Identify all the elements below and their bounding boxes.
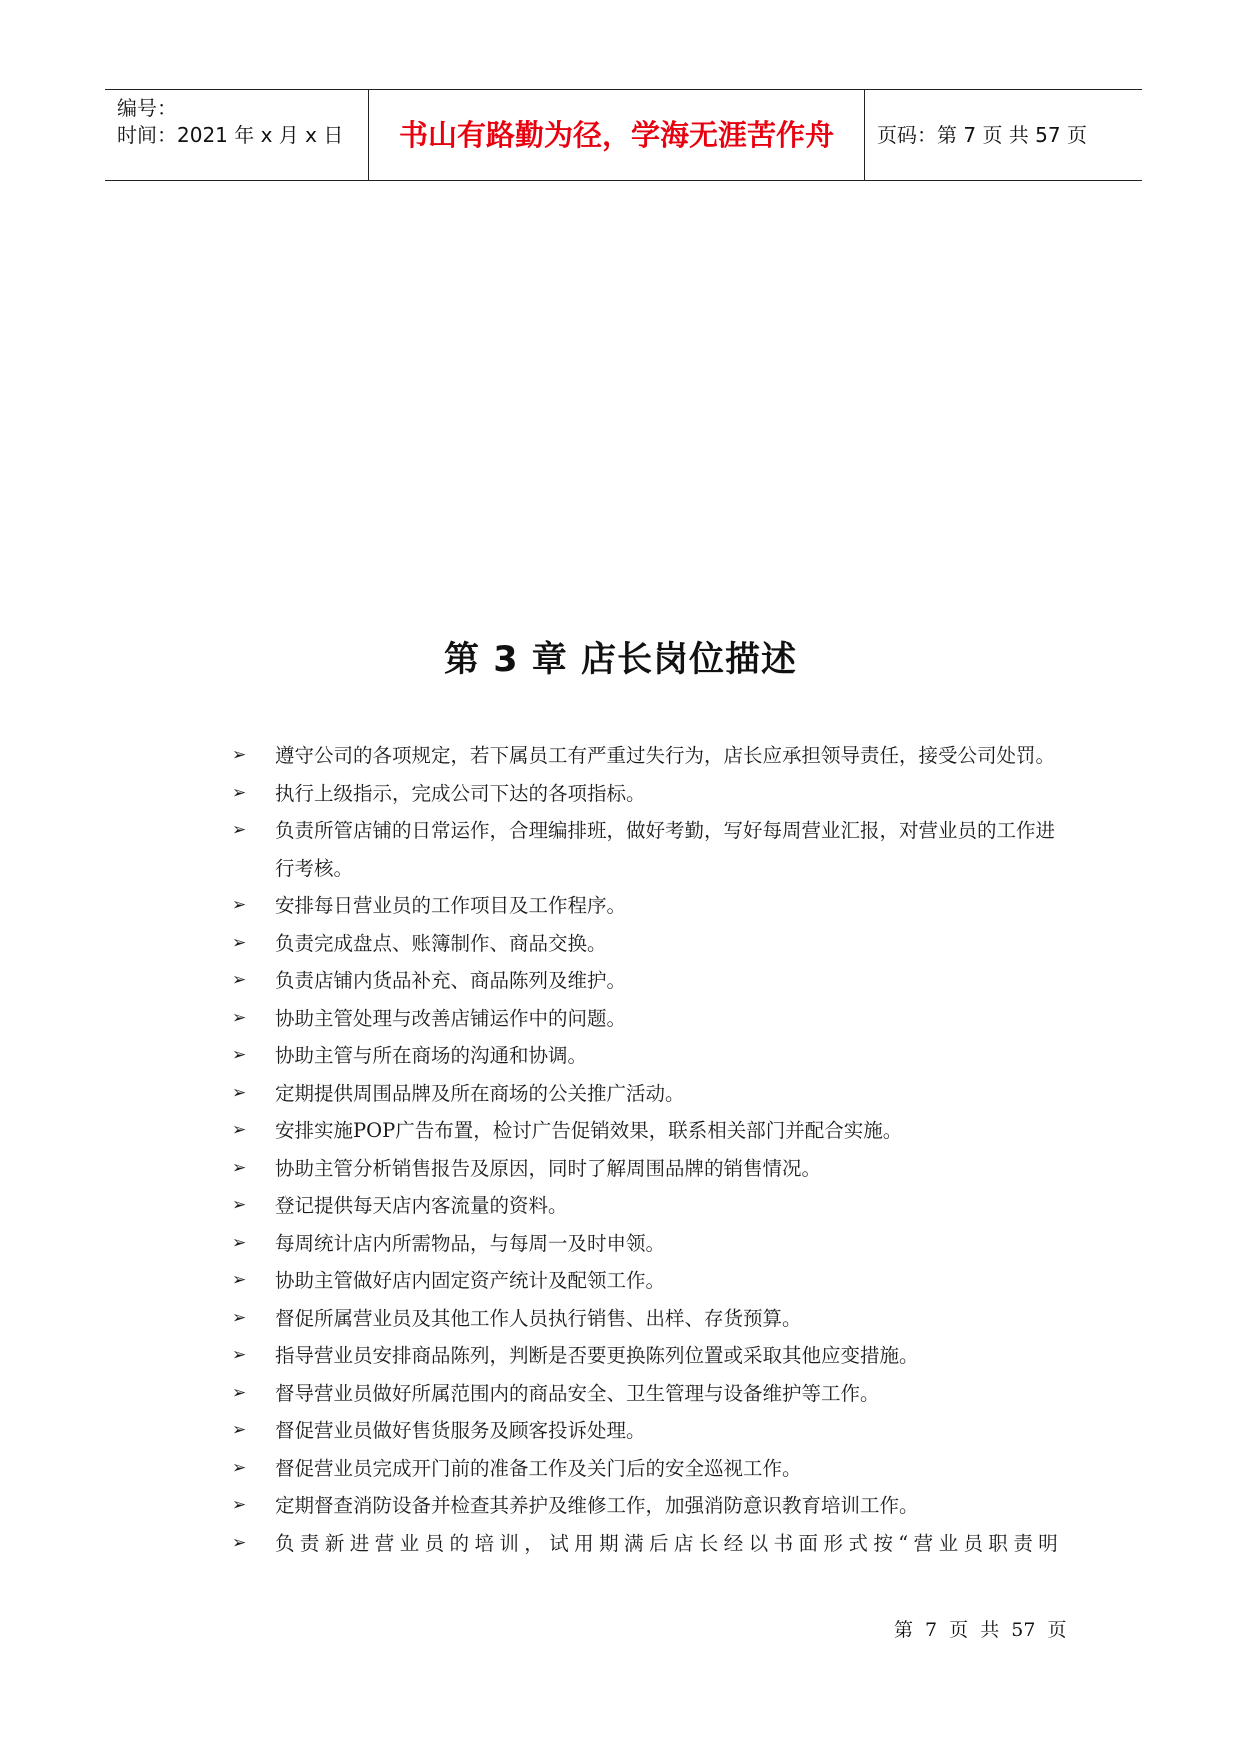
arrowhead-bullet-icon: ➢	[232, 1157, 247, 1178]
duty-item	[228, 1450, 1060, 1488]
duty-text: 协助主管分析销售报告及原因，同时了解周围品牌的销售情况。	[275, 1156, 822, 1180]
arrowhead-bullet-icon: ➢	[232, 1045, 247, 1065]
duty-item	[228, 1112, 1060, 1150]
arrowhead-bullet-icon: ➢	[232, 1420, 247, 1440]
arrowhead-bullet-icon: ➢	[232, 782, 247, 803]
header-motto-cell	[369, 90, 865, 180]
document-number-label: 编号：	[117, 96, 177, 120]
duty-text: 登记提供每天店内客流量的资料。	[275, 1194, 568, 1217]
duty-text: 负责新进营业员的培训，试用期满后店长经以书面形式按“营业员职责明	[275, 1531, 1060, 1555]
duty-item	[228, 1150, 1060, 1188]
arrowhead-bullet-icon: ➢	[232, 1495, 247, 1515]
duty-item	[228, 737, 1060, 775]
arrowhead-bullet-icon: ➢	[232, 1082, 247, 1103]
header-info-cell	[105, 90, 369, 180]
arrowhead-bullet-icon: ➢	[232, 1345, 247, 1365]
arrowhead-bullet-icon: ➢	[232, 1382, 247, 1403]
duty-item	[228, 775, 1060, 813]
duty-text: 督促营业员做好售货服务及顾客投诉处理。	[275, 1419, 646, 1442]
duty-text: 协助主管做好店内固定资产统计及配领工作。	[275, 1269, 666, 1292]
duty-text: 遵守公司的各项规定，若下属员工有严重过失行为，店长应承担领导责任，接受公司处罚。	[275, 744, 1056, 767]
duty-text: 督促营业员完成开门前的准备工作及关门后的安全巡视工作。	[275, 1456, 802, 1480]
duty-list	[228, 737, 1060, 1562]
page-header	[105, 89, 1142, 181]
duty-text: 负责店铺内货品补充、商品陈列及维护。	[275, 969, 627, 992]
header-page-number: 页码：第 7 页 共 57 页	[877, 123, 1087, 147]
duty-item	[228, 925, 1060, 963]
arrowhead-bullet-icon: ➢	[232, 1307, 247, 1328]
arrowhead-bullet-icon: ➢	[232, 745, 247, 765]
page-footer-number: 第 7 页 共 57 页	[894, 1619, 1067, 1641]
duty-text: 负责完成盘点、账簿制作、商品交换。	[275, 931, 607, 955]
header-page-cell	[865, 90, 1142, 180]
duty-text: 执行上级指示，完成公司下达的各项指标。	[275, 781, 646, 805]
arrowhead-bullet-icon: ➢	[232, 932, 247, 953]
duty-text: 定期督查消防设备并检查其养护及维修工作，加强消防意识教育培训工作。	[275, 1494, 919, 1517]
duty-item	[228, 1187, 1060, 1225]
duty-text: 负责所管店铺的日常运作，合理编排班，做好考勤，写好每周营业汇报，对营业员的工作进行考核。	[275, 819, 1056, 880]
duty-item	[228, 1262, 1060, 1300]
duty-item	[228, 1412, 1060, 1450]
duty-text: 定期提供周围品牌及所在商场的公关推广活动。	[275, 1081, 685, 1105]
duty-item	[228, 1375, 1060, 1413]
arrowhead-bullet-icon: ➢	[232, 1120, 247, 1140]
arrowhead-bullet-icon: ➢	[232, 895, 247, 915]
duty-text: 安排实施POP广告布置，检讨广告促销效果，联系相关部门并配合实施。	[275, 1119, 903, 1142]
duty-text: 安排每日营业员的工作项目及工作程序。	[275, 894, 627, 917]
arrowhead-bullet-icon: ➢	[232, 820, 247, 840]
duty-text: 督导营业员做好所属范围内的商品安全、卫生管理与设备维护等工作。	[275, 1381, 880, 1405]
chapter-title: 第 3 章 店长岗位描述	[444, 640, 797, 680]
duty-item	[228, 812, 1060, 887]
arrowhead-bullet-icon: ➢	[232, 1195, 247, 1215]
duty-text: 指导营业员安排商品陈列，判断是否要更换陈列位置或采取其他应变措施。	[275, 1344, 919, 1367]
duty-item	[228, 1300, 1060, 1338]
duty-text: 协助主管处理与改善店铺运作中的问题。	[275, 1006, 627, 1030]
document-date-label: 时间：2021 年 x 月 x 日	[117, 123, 344, 147]
duty-text: 督促所属营业员及其他工作人员执行销售、出样、存货预算。	[275, 1306, 802, 1330]
duty-item	[228, 1487, 1060, 1525]
motto-text: 书山有路勤为径，学海无涯苦作舟	[398, 118, 834, 152]
arrowhead-bullet-icon: ➢	[232, 970, 247, 990]
duty-item	[228, 1000, 1060, 1038]
duty-item	[228, 887, 1060, 925]
duty-item	[228, 1037, 1060, 1075]
duty-item	[228, 1525, 1060, 1563]
arrowhead-bullet-icon: ➢	[232, 1270, 247, 1290]
arrowhead-bullet-icon: ➢	[232, 1232, 247, 1253]
duty-text: 每周统计店内所需物品，与每周一及时申领。	[275, 1231, 666, 1255]
duty-item	[228, 1225, 1060, 1263]
duty-item	[228, 1337, 1060, 1375]
duty-text: 协助主管与所在商场的沟通和协调。	[275, 1044, 588, 1067]
duty-item	[228, 1075, 1060, 1113]
arrowhead-bullet-icon: ➢	[232, 1532, 247, 1553]
arrowhead-bullet-icon: ➢	[232, 1007, 247, 1028]
arrowhead-bullet-icon: ➢	[232, 1457, 247, 1478]
duty-item	[228, 962, 1060, 1000]
